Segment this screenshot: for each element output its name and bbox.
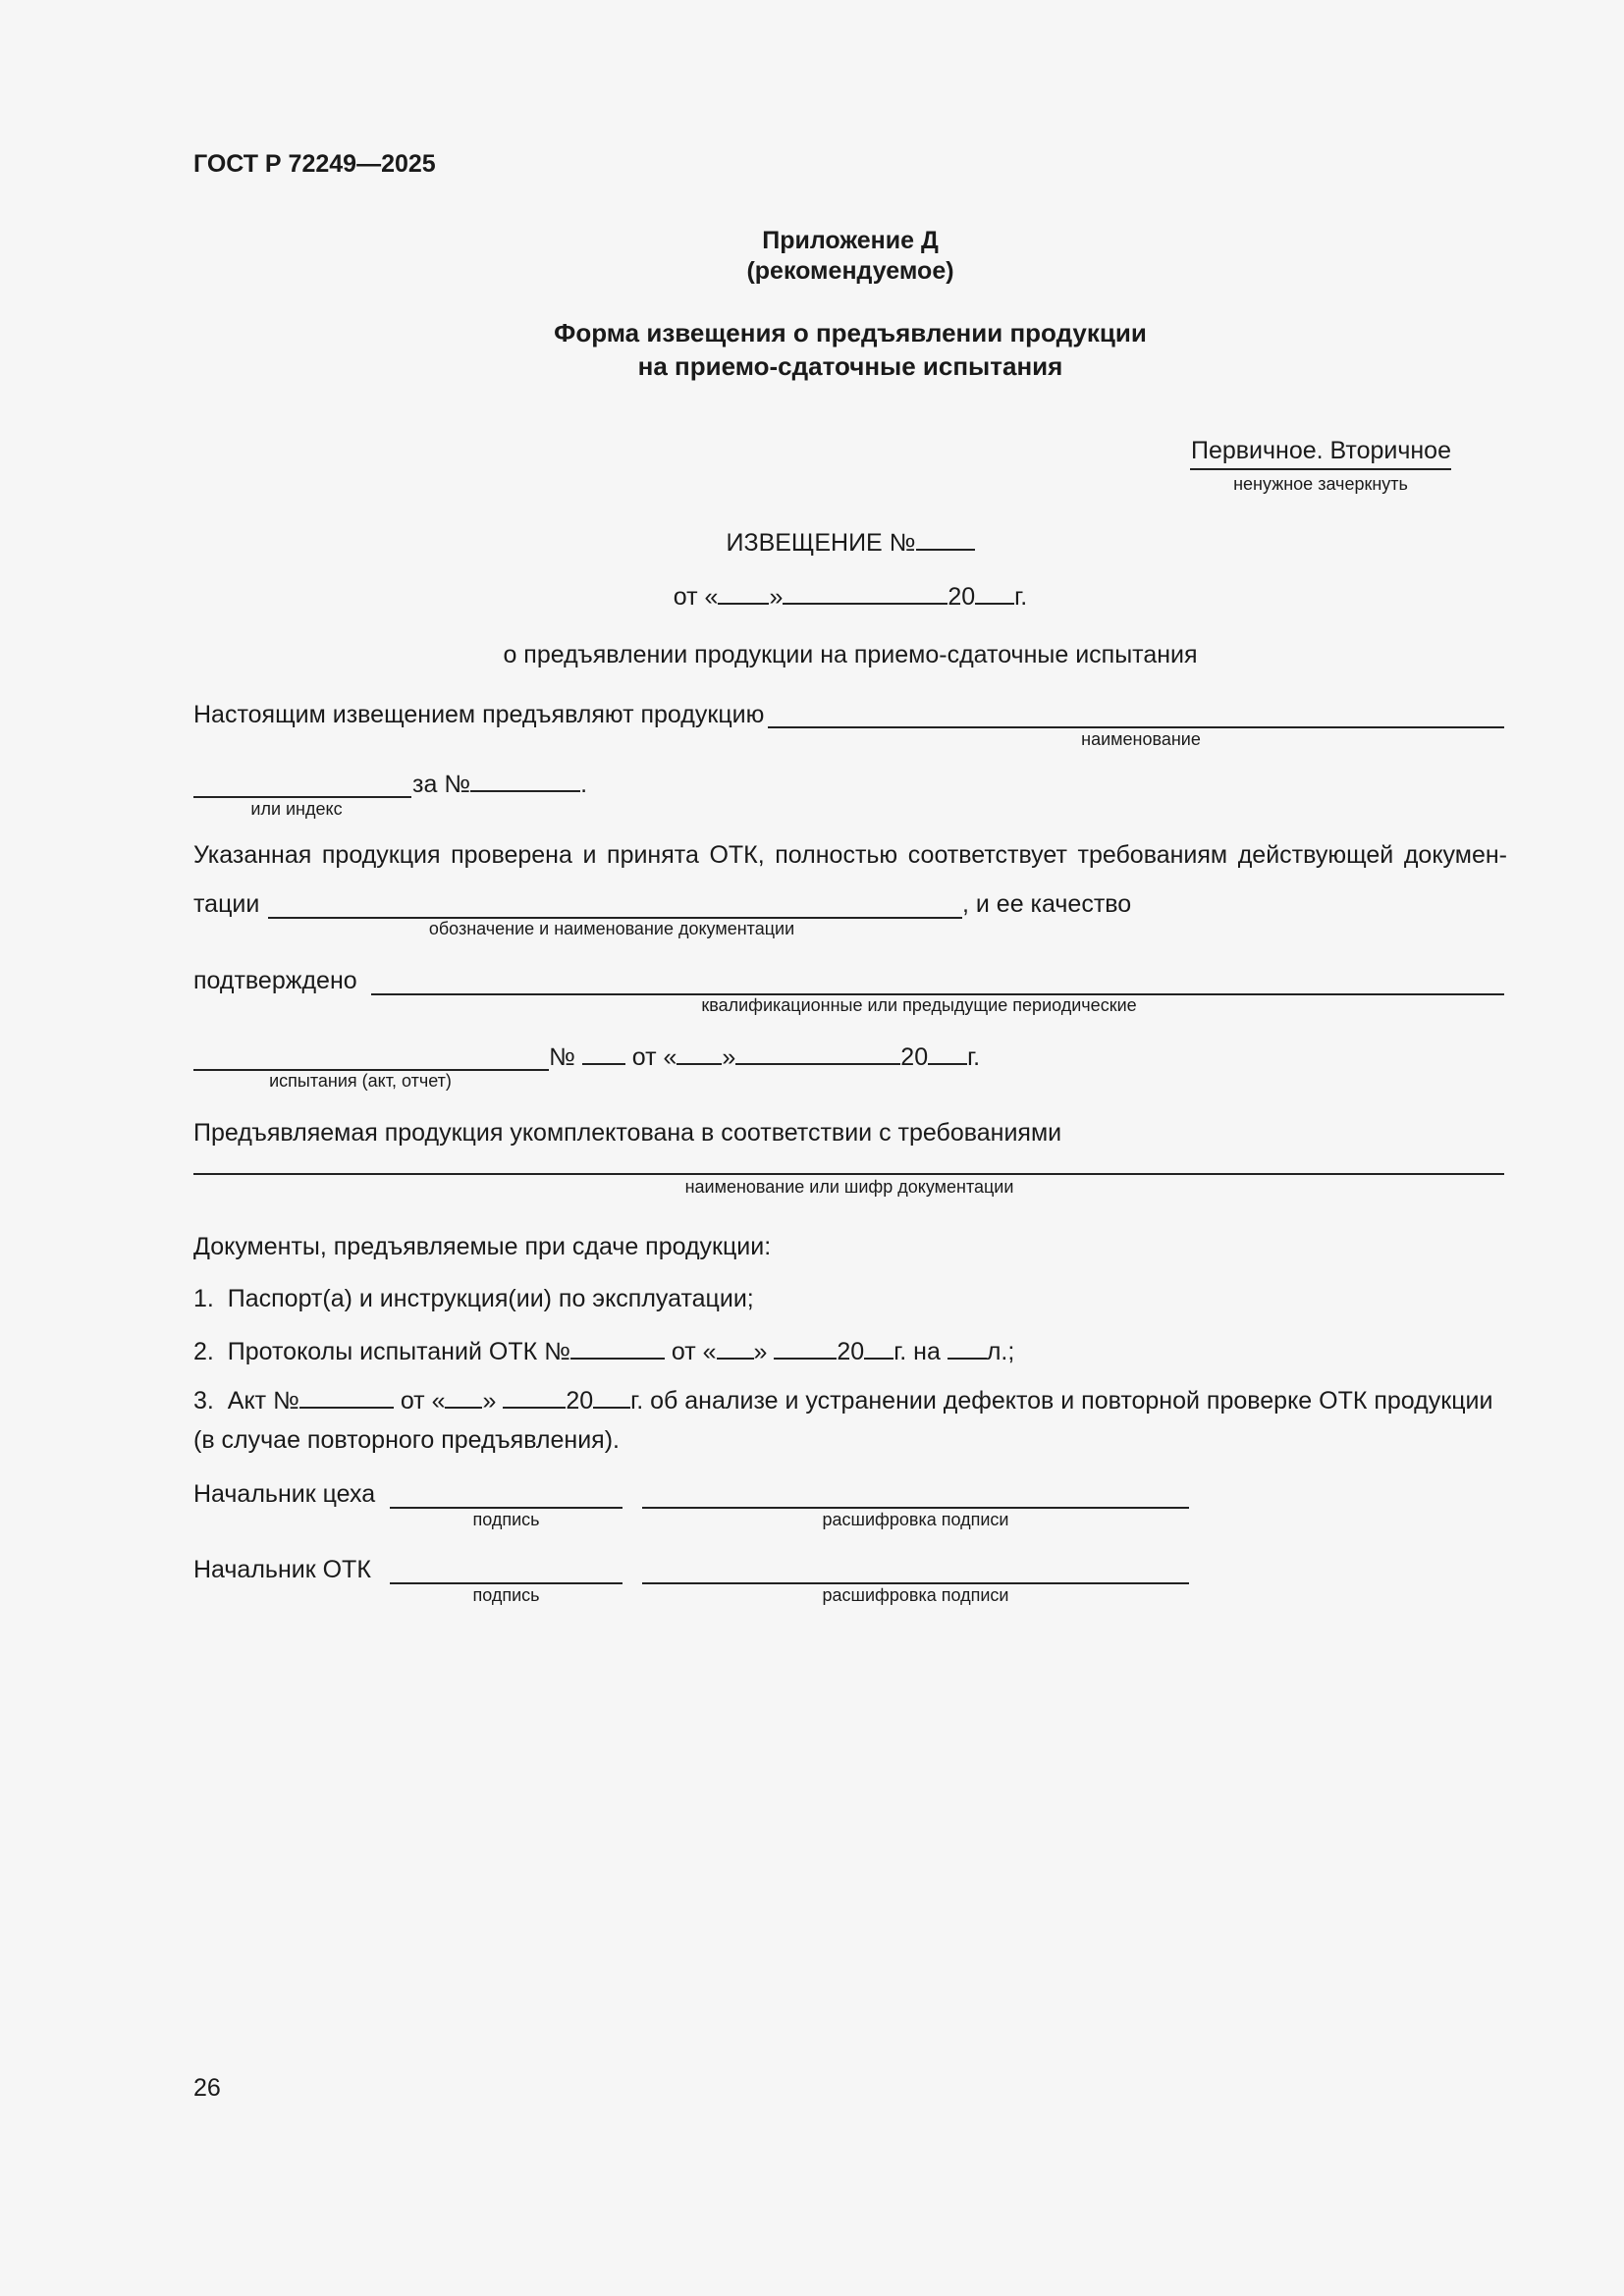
product-name-hint: наименование [1081, 729, 1201, 749]
documents-item-2-year: 20 [837, 1338, 865, 1365]
documents-item-3-text: Акт № [227, 1387, 299, 1415]
documents-item-2-num: 2. [193, 1338, 214, 1365]
documents-heading: Документы, предъявляемые при сдаче продукции: [193, 1233, 772, 1260]
notice-date-month-field[interactable] [783, 581, 947, 605]
act-day-field[interactable] [445, 1385, 482, 1409]
product-under-no-field[interactable] [470, 769, 580, 792]
test-act-year-field[interactable] [928, 1041, 967, 1065]
test-act-number-field[interactable] [582, 1041, 625, 1065]
test-act-details [549, 1041, 980, 1072]
protocol-year-field[interactable] [864, 1336, 893, 1360]
documents-item-3-from: от « [393, 1387, 446, 1415]
otk-head-label: Начальник ОТК [193, 1556, 371, 1583]
documents-item-1-num: 1. [193, 1285, 214, 1312]
test-act-from: от « [631, 1043, 677, 1071]
documents-item-3-year: 20 [566, 1387, 594, 1415]
product-index-hint: или индекс [250, 799, 343, 819]
page-number: 26 [193, 2074, 221, 2102]
documents-item-3-mid: » [482, 1387, 504, 1415]
product-under-no-label: за № [412, 771, 471, 798]
notice-subject: о предъявлении продукции на приемо-сдаточные испытания [503, 641, 1198, 668]
notice-date-year: 20 [947, 583, 976, 611]
notice-type-hint: ненужное зачеркнуть [1233, 474, 1408, 494]
notice-type-options: Первичное. Вторичное [1191, 437, 1451, 464]
shop-head-transcript-hint: расшифровка подписи [822, 1510, 1009, 1529]
test-act-suffix: г. [967, 1043, 981, 1071]
documents-item-2-mid: » [753, 1338, 775, 1365]
shop-head-signature-hint: подпись [472, 1510, 540, 1529]
protocol-number-field[interactable] [570, 1336, 665, 1360]
notice-date-suffix: г. [1014, 583, 1028, 611]
documents-item-2-from: от « [664, 1338, 717, 1365]
notice-date-prefix: от « [673, 583, 719, 611]
protocol-month-field[interactable] [774, 1336, 837, 1360]
act-year-field[interactable] [593, 1385, 630, 1409]
completeness-label: Предъявляемая продукция укомплектована в соответствии с требованиями [193, 1119, 1062, 1147]
test-act-month-field[interactable] [735, 1041, 900, 1065]
completeness-hint: наименование или шифр документации [684, 1177, 1014, 1197]
documents-item-1-text: Паспорт(а) и инструкция(ии) по эксплуатации; [227, 1285, 754, 1312]
documents-item-3-tail: г. об анализе и устранении дефектов и повторной проверке ОТК продукции [630, 1387, 1493, 1415]
confirmed-tests-hint: квалификационные или предыдущие периодические [701, 995, 1137, 1015]
protocol-sheets-field[interactable] [947, 1336, 987, 1360]
act-number-field[interactable] [299, 1385, 394, 1409]
documents-item-3 [193, 1385, 1492, 1415]
notice-date [0, 581, 1624, 612]
quality-paragraph: Указанная продукция проверена и принята ОТК, полностью соответствует требованиям действующей докумен- [193, 841, 1507, 869]
documents-item-1 [193, 1284, 754, 1313]
quality-tail-label: тации [193, 890, 260, 918]
form-title-line2: на приемо-сдаточные испытания [637, 351, 1063, 381]
notice-type-underline [1190, 468, 1451, 470]
act-month-field[interactable] [503, 1385, 566, 1409]
documents-item-2-text: Протоколы испытаний ОТК № [227, 1338, 570, 1365]
notice-date-day-field[interactable] [718, 581, 769, 605]
notice-date-year-field[interactable] [975, 581, 1014, 605]
test-act-no: № [549, 1043, 575, 1071]
quality-tail-suffix: , и ее качество [962, 890, 1132, 918]
documents-item-2-on: г. на [893, 1338, 947, 1365]
completeness-field[interactable] [193, 1173, 1504, 1175]
product-under-no [412, 769, 587, 799]
product-label: Настоящим извещением предъявляют продукцию [193, 701, 765, 728]
documents-item-2 [193, 1336, 1014, 1366]
test-act-mid: » [722, 1043, 736, 1071]
shop-head-label: Начальник цеха [193, 1480, 376, 1508]
appendix-status: (рекомендуемое) [746, 257, 954, 285]
product-period: . [580, 771, 588, 798]
standard-designation: ГОСТ Р 72249—2025 [193, 150, 436, 178]
form-title-line1: Форма извещения о предъявлении продукции [554, 318, 1147, 347]
documentation-hint: обозначение и наименование документации [428, 919, 795, 938]
documents-item-2-sheets: л.; [986, 1338, 1015, 1365]
notice-title [0, 527, 1624, 558]
confirmed-label: подтверждено [193, 967, 357, 994]
protocol-day-field[interactable] [717, 1336, 754, 1360]
documents-item-3-cont: (в случае повторного предъявления). [193, 1426, 620, 1454]
otk-head-transcript-hint: расшифровка подписи [822, 1585, 1009, 1605]
otk-head-signature-hint: подпись [472, 1585, 540, 1605]
test-act-day-field[interactable] [677, 1041, 722, 1065]
notice-number-field[interactable] [916, 527, 975, 551]
notice-title-text: ИЗВЕЩЕНИЕ № [726, 529, 916, 557]
documents-item-3-num: 3. [193, 1387, 214, 1415]
test-act-year: 20 [900, 1043, 929, 1071]
appendix-title: Приложение Д [762, 227, 939, 254]
test-act-hint: испытания (акт, отчет) [269, 1071, 452, 1091]
notice-date-mid: » [769, 583, 784, 611]
